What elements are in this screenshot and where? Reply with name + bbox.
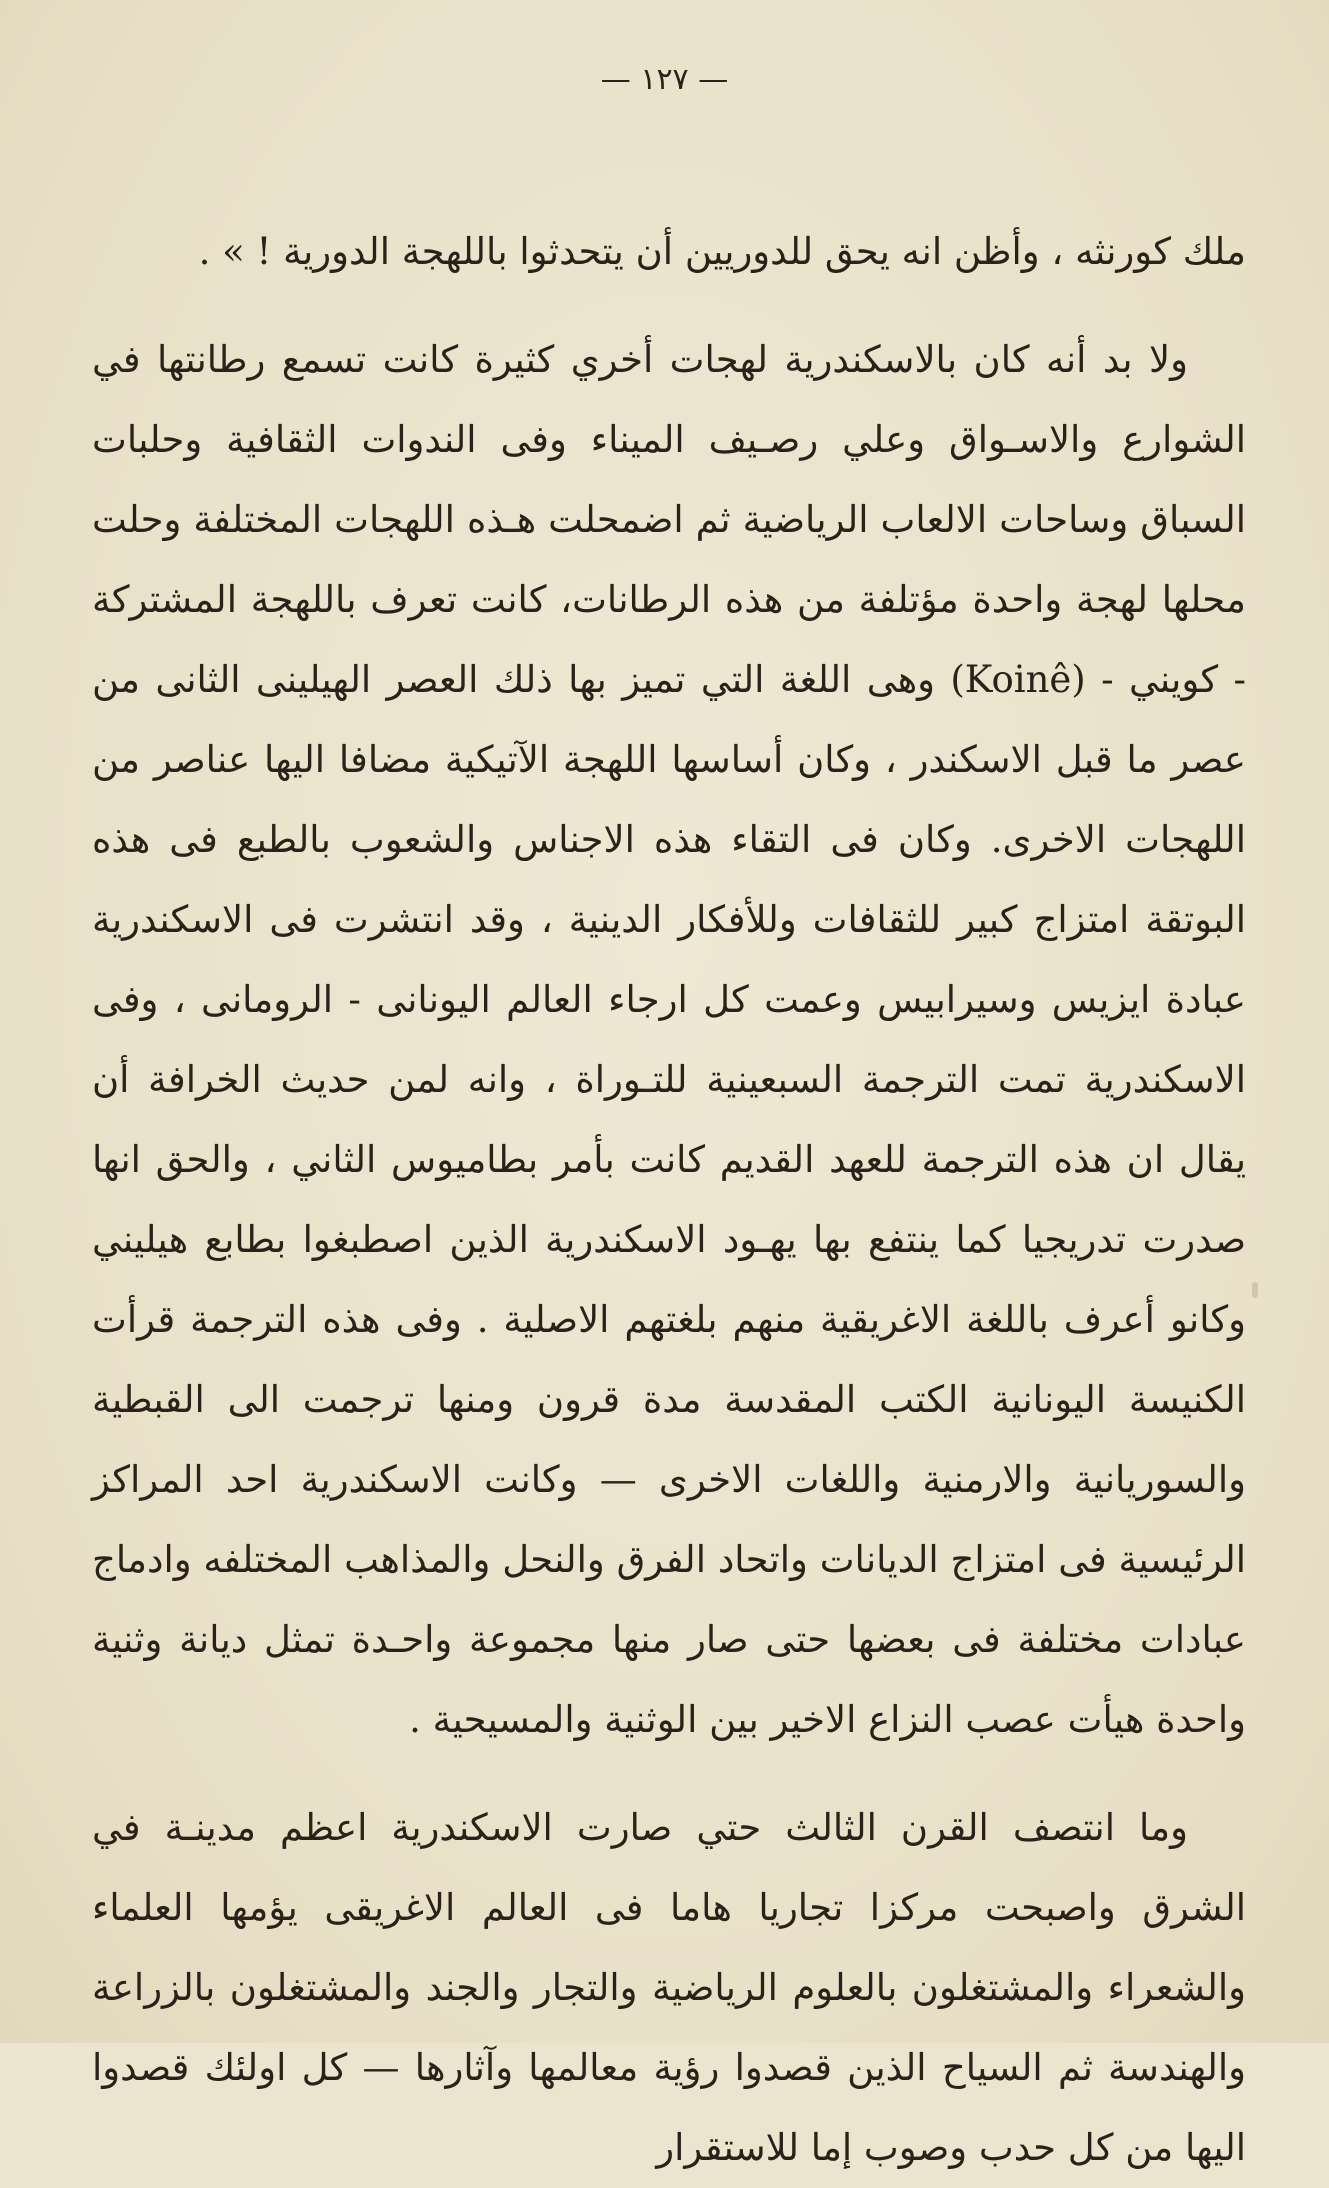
paragraph-2-text-after: وهى اللغة التي تميز بها ذلك العصر الهيلينى الثانى من عصر ما قبل الاسكندر ، وكان أساسها اللهجة الآتيكية مضافا اليها عناصر من اللهجات الاخرى. وكان فى التقاء هذه الاجناس والشعوب بالطبع فى هذه البوتقة امتزاج كبير للثقافات وللأفكار الدينية ، وقد انتشرت فى الاسكندرية عبادة ايزيس وسيرابيس وعمت كل ارجاء العالم اليونانى - الرومانى ، وفى الاسكندرية تمت الترجمة السبعينية للتـوراة ، وانه لمن حديث الخرافة أن يقال ان هذه الترجمة للعهد القديم كانت بأمر بطاميوس الثاني ، والحق انها صدرت تدريجيا كما ينتفع بها يهـود الاسكندرية الذين اصطبغوا بطابع هيليني وكانو أعرف باللغة الاغريقية منهم بلغتهم الاصلية . وفى هذه الترجمة قرأت الكنيسة اليونانية الكتب المقدسة مدة قرون ومنها ترجمت الى القبطية والسوريانية والارمنية واللغات الاخرى — وكانت الاسكندرية احد المراكز الرئيسية فى امتزاج الديانات واتحاد الفرق والنحل والمذاهب المختلفه وادماج عبادات مختلفة فى بعضها حتى صار منها مجموعة واحـدة تمثل ديانة وثنية واحدة هيأت عصب النزاع الاخير بين الوثنية والمسيحية . (92, 658, 1246, 1741)
paragraph-2-text-before: ولا بد أنه كان بالاسكندرية لهجات أخري كثيرة كانت تسمع رطانتها في الشوارع والاسـواق وعلي رصـيف الميناء وفى الندوات الثقافية وحلبات السباق وساحات الالعاب الرياضية ثم اضمحلت هـذه اللهجات المختلفة وحلت محلها لهجة واحدة مؤتلفة من هذه الرطانات، كانت تعرف باللهجة المشتركة - كويني - (92, 338, 1246, 701)
margin-speck (1252, 1282, 1258, 1298)
paragraph-3: وما انتصف القرن الثالث حتي صارت الاسكندرية اعظم مدينـة في الشرق واصبحت مركزا تجاريا هاما فى العالم الاغريقى يؤمها العلماء والشعراء والمشتغلون بالعلوم الرياضية والتجار والجند والمشتغلون بالزراعة والهندسة ثم السياح الذين قصدوا رؤية معالمها وآثارها — كل اولئك قصدوا اليها من كل حدب وصوب إما للاستقرار (92, 1806, 1246, 2169)
paragraph-2 (92, 320, 1246, 1760)
page-number: — ١٢٧ — (600, 62, 729, 97)
koine-term: (Koinê) (950, 658, 1086, 701)
body-text (92, 212, 1246, 2188)
paragraph-1: ملك كورنثه ، وأظن انه يحق للدوريين أن يتحدثوا باللهجة الدورية ! » . (198, 230, 1246, 273)
